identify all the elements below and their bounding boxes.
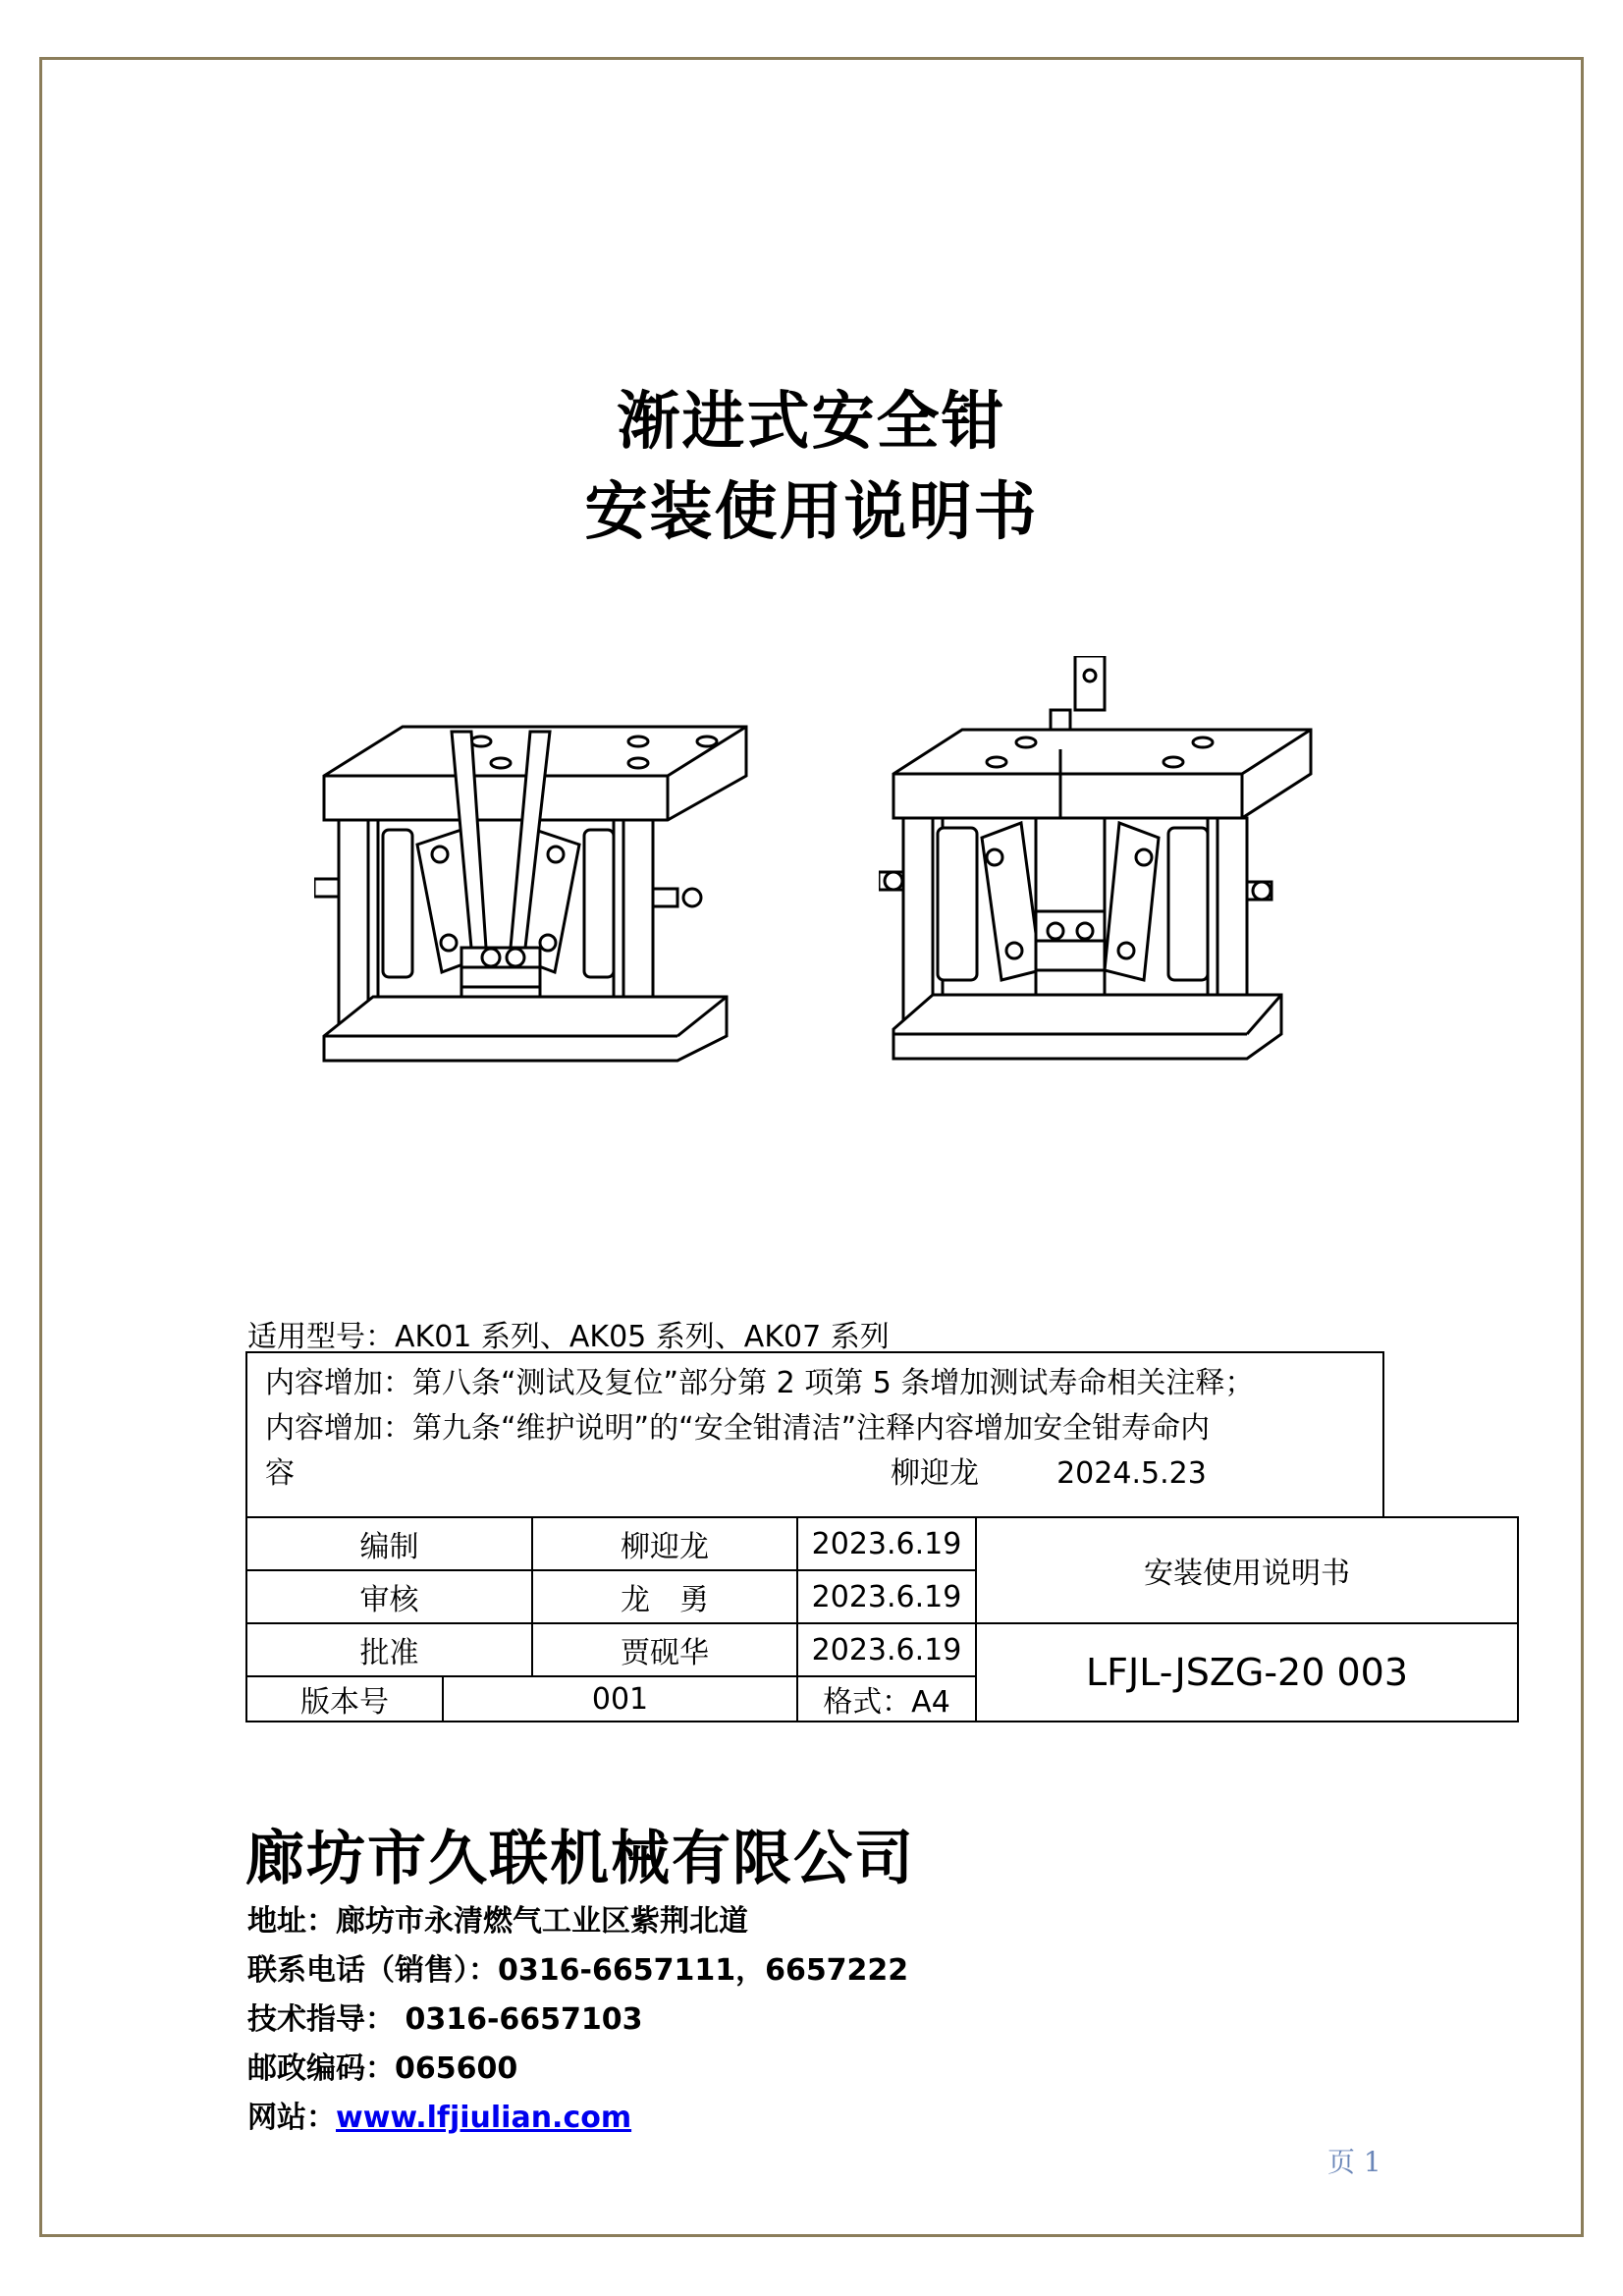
website-line [247,2094,908,2143]
date-cell: 2023.6.19 [797,1517,976,1570]
website-link[interactable]: www.lfjiulian.com [336,2101,632,2135]
doc-code-cell: LFJL-JSZG-20 003 [976,1623,1518,1722]
company-address: 地址：廊坊市永清燃气工业区紫荆北道 [247,1904,748,1939]
name-cell: 柳迎龙 [532,1517,797,1570]
safety-gear-drawing-right [879,656,1321,1078]
role-cell: 批准 [246,1623,532,1676]
document-title: 渐进式安全钳 [617,386,1006,459]
document-control-table [245,1516,1519,1722]
version-value-cell: 001 [443,1676,797,1722]
revision-author: 柳迎龙 [891,1456,979,1491]
page-number: 页 1 [1327,2146,1381,2178]
format-cell: 格式：A4 [797,1676,976,1722]
sales-phone: 联系电话（销售）：0316-6657111，6657222 [247,1953,909,1988]
name-cell: 龙 勇 [532,1570,797,1623]
revision-date: 2024.5.23 [1056,1456,1207,1491]
date-cell: 2023.6.19 [797,1623,976,1676]
applicable-models: 适用型号：AK01 系列、AK05 系列、AK07 系列 [247,1320,890,1354]
safety-gear-drawing-left [314,712,766,1075]
name-cell: 贾砚华 [532,1623,797,1676]
postcode: 邮政编码：065600 [247,2051,518,2086]
role-cell: 审核 [246,1570,532,1623]
revision-note-3: 容 [265,1456,295,1491]
tech-phone: 技术指导： 0316-6657103 [247,2002,643,2037]
company-contacts [247,1897,908,2143]
revision-note-2: 内容增加：第九条“维护说明”的“安全钳清洁”注释内容增加安全钳寿命内 [265,1411,1211,1446]
revision-notes-box [245,1351,1384,1518]
website-label: 网站： [247,2101,336,2135]
revision-note-1: 内容增加：第八条“测试及复位”部分第 2 项第 5 条增加测试寿命相关注释； [265,1366,1255,1400]
date-cell: 2023.6.19 [797,1570,976,1623]
doc-name-cell: 安装使用说明书 [976,1517,1518,1623]
table-row [246,1623,1518,1676]
revision-signature [891,1451,1207,1497]
company-name: 廊坊市久联机械有限公司 [245,1825,915,1893]
document-subtitle: 安装使用说明书 [584,476,1039,549]
table-row [246,1517,1518,1570]
version-label-cell: 版本号 [246,1676,443,1722]
role-cell: 编制 [246,1517,532,1570]
